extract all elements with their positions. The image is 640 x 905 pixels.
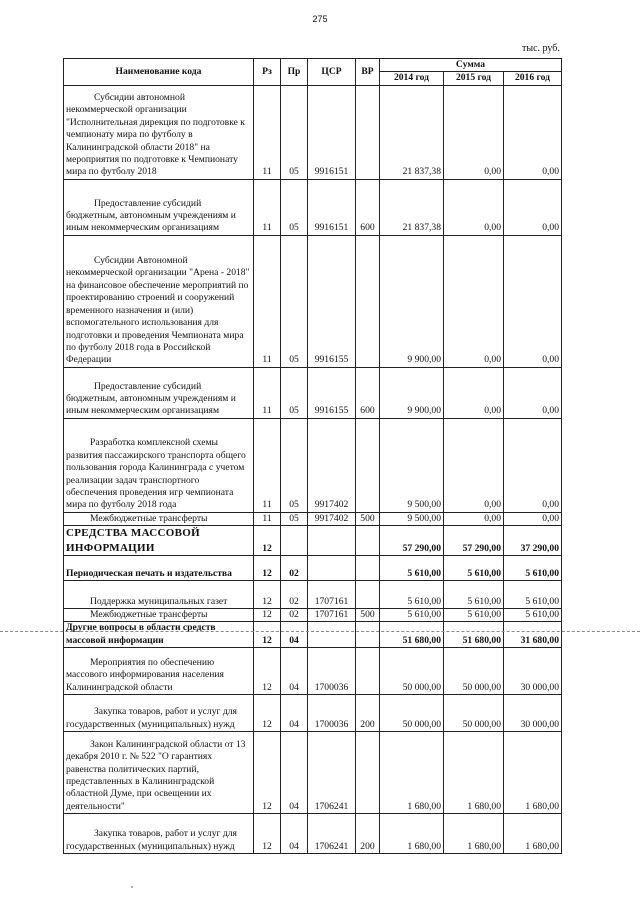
- row-csr: 9917402: [308, 512, 356, 525]
- row-2016: 30 000,00: [504, 695, 562, 732]
- row-2015: 0,00: [444, 179, 504, 235]
- row-2015: 0,00: [444, 367, 504, 418]
- units-label: тыс. руб.: [522, 43, 560, 54]
- row-name: Периодическая печать и издательства: [64, 556, 254, 581]
- row-2015: 0,00: [444, 85, 504, 179]
- row-csr: 9916151: [308, 179, 356, 235]
- row-name: Мероприятия по обеспечению массового информирования населения Калининградской области: [64, 648, 254, 695]
- row-pr: 05: [281, 179, 308, 235]
- table-row: [64, 609, 562, 622]
- row-2016: 0,00: [504, 235, 562, 367]
- row-2016: 1 680,00: [504, 732, 562, 814]
- header-year-2014: 2014 год: [380, 72, 444, 85]
- row-2014: 21 837,38: [380, 85, 444, 179]
- row-vr: 500: [356, 609, 380, 622]
- header-vr: ВР: [356, 59, 380, 86]
- row-2016: 37 290,00: [504, 526, 562, 556]
- row-vr: [356, 581, 380, 609]
- row-csr: [308, 526, 356, 556]
- row-name: Предоставление субсидий бюджетным, автономным учреждениям и иным некоммерческим организациям: [64, 367, 254, 418]
- row-rz: 11: [254, 235, 281, 367]
- row-pr: 02: [281, 556, 308, 581]
- row-rz: 12: [254, 732, 281, 814]
- row-2014: 21 837,38: [380, 179, 444, 235]
- row-vr: [356, 235, 380, 367]
- row-2015: 1 680,00: [444, 814, 504, 854]
- budget-table: [63, 58, 562, 854]
- scan-speck: [131, 886, 133, 888]
- row-csr: 9917402: [308, 418, 356, 512]
- row-csr: 1707161: [308, 609, 356, 622]
- row-rz: 12: [254, 581, 281, 609]
- row-vr: [356, 648, 380, 695]
- row-2014: 57 290,00: [380, 526, 444, 556]
- row-rz: 12: [254, 695, 281, 732]
- row-2014: 9 900,00: [380, 235, 444, 367]
- header-rz: Рз: [254, 59, 281, 86]
- row-2016: 0,00: [504, 512, 562, 525]
- table-row: [64, 732, 562, 814]
- row-name: Субсидии Автономной некоммерческой организации "Арена - 2018" на финансовое обеспечение мероприятий по проектированию строений и сооружений временного назначения и (или) вспомогательного использования для подготовки и проведения Чемпионата мира по футболу 2018 года в Российской Федерации: [64, 235, 254, 367]
- row-rz: 11: [254, 179, 281, 235]
- row-rz: 12: [254, 648, 281, 695]
- row-rz: 11: [254, 418, 281, 512]
- row-name: Межбюджетные трансферты: [64, 609, 254, 622]
- row-2016: 0,00: [504, 418, 562, 512]
- row-2015: 50 000,00: [444, 648, 504, 695]
- table-row: [64, 512, 562, 525]
- row-2014: 5 610,00: [380, 609, 444, 622]
- table-row: [64, 648, 562, 695]
- row-vr: [356, 622, 380, 648]
- row-pr: 05: [281, 512, 308, 525]
- row-vr: 600: [356, 367, 380, 418]
- row-2014: 50 000,00: [380, 648, 444, 695]
- row-vr: [356, 732, 380, 814]
- table-row: [64, 367, 562, 418]
- header-name: Наименование кода: [64, 59, 254, 86]
- row-2014: 5 610,00: [380, 556, 444, 581]
- row-vr: 500: [356, 512, 380, 525]
- row-pr: 05: [281, 367, 308, 418]
- table-row: [64, 556, 562, 581]
- row-2016: 5 610,00: [504, 556, 562, 581]
- row-vr: [356, 526, 380, 556]
- row-2015: 5 610,00: [444, 556, 504, 581]
- row-csr: 1700036: [308, 648, 356, 695]
- row-2014: 9 900,00: [380, 367, 444, 418]
- row-2016: 0,00: [504, 85, 562, 179]
- table-row: [64, 179, 562, 235]
- row-name: Межбюджетные трансферты: [64, 512, 254, 525]
- row-2015: 57 290,00: [444, 526, 504, 556]
- row-name: Поддержка муниципальных газет: [64, 581, 254, 609]
- row-name: Субсидии автономной некоммерческой организации "Исполнительная дирекция по подготовке к чемпионату мира по футболу в Калининградской области 2018" на мероприятия по подготовке к Чемпионату мира по футболу 2018: [64, 85, 254, 179]
- row-2015: 0,00: [444, 418, 504, 512]
- row-csr: 1707161: [308, 581, 356, 609]
- row-2014: 51 680,00: [380, 622, 444, 648]
- row-csr: [308, 622, 356, 648]
- row-rz: 11: [254, 512, 281, 525]
- row-2015: 1 680,00: [444, 732, 504, 814]
- table-row: [64, 695, 562, 732]
- row-2014: 5 610,00: [380, 581, 444, 609]
- table-row: [64, 235, 562, 367]
- table-row: [64, 85, 562, 179]
- row-2016: 0,00: [504, 367, 562, 418]
- row-2016: 30 000,00: [504, 648, 562, 695]
- row-pr: 05: [281, 418, 308, 512]
- row-2015: 50 000,00: [444, 695, 504, 732]
- row-rz: 12: [254, 609, 281, 622]
- row-2015: 0,00: [444, 512, 504, 525]
- row-csr: 9916155: [308, 367, 356, 418]
- row-2014: 1 680,00: [380, 814, 444, 854]
- row-vr: 600: [356, 179, 380, 235]
- row-2016: 1 680,00: [504, 814, 562, 854]
- row-csr: 1706241: [308, 814, 356, 854]
- table-row: [64, 526, 562, 556]
- row-name: Разработка комплексной схемы развития пассажирского транспорта общего пользования города Калининграда с учетом реализации задач транспортного обеспечения проведения игр чемпионата мира по футболу 2018 года: [64, 418, 254, 512]
- row-csr: 1700036: [308, 695, 356, 732]
- row-rz: 12: [254, 622, 281, 648]
- row-2016: 5 610,00: [504, 581, 562, 609]
- row-pr: 05: [281, 85, 308, 179]
- row-vr: [356, 556, 380, 581]
- row-pr: 04: [281, 695, 308, 732]
- row-vr: 200: [356, 814, 380, 854]
- row-pr: 04: [281, 622, 308, 648]
- table-row: [64, 622, 562, 648]
- row-2014: 50 000,00: [380, 695, 444, 732]
- row-pr: 04: [281, 648, 308, 695]
- row-pr: 05: [281, 235, 308, 367]
- page-number: 275: [312, 14, 328, 24]
- row-2015: 5 610,00: [444, 581, 504, 609]
- row-rz: 12: [254, 814, 281, 854]
- row-name: Предоставление субсидий бюджетным, автономным учреждениям и иным некоммерческим организациям: [64, 179, 254, 235]
- row-rz: 11: [254, 367, 281, 418]
- header-pr: Пр: [281, 59, 308, 86]
- header-csr: ЦСР: [308, 59, 356, 86]
- table-row: [64, 418, 562, 512]
- row-csr: 9916155: [308, 235, 356, 367]
- row-2015: 0,00: [444, 235, 504, 367]
- header-year-2015: 2015 год: [444, 72, 504, 85]
- row-2016: 5 610,00: [504, 609, 562, 622]
- row-name: Закон Калининградской области от 13 декабря 2010 г. № 522 "О гарантиях равенства политических партий, представленных в Калининградской областной Думе, при освещении их деятельности": [64, 732, 254, 814]
- header-year-2016: 2016 год: [504, 72, 562, 85]
- row-csr: 9916151: [308, 85, 356, 179]
- row-name: Закупка товаров, работ и услуг для государственных (муниципальных) нужд: [64, 814, 254, 854]
- row-2016: 31 680,00: [504, 622, 562, 648]
- row-2014: 9 500,00: [380, 512, 444, 525]
- row-vr: [356, 85, 380, 179]
- table-row: [64, 581, 562, 609]
- row-pr: 02: [281, 581, 308, 609]
- table-row: [64, 814, 562, 854]
- header-sum: Сумма: [380, 59, 562, 72]
- row-vr: 200: [356, 695, 380, 732]
- row-pr: 04: [281, 814, 308, 854]
- row-2014: 9 500,00: [380, 418, 444, 512]
- row-rz: 12: [254, 556, 281, 581]
- row-2015: 51 680,00: [444, 622, 504, 648]
- scan-fold-line: [0, 631, 640, 632]
- row-name: Другие вопросы в области средств массовой информации: [64, 622, 254, 648]
- row-pr: 02: [281, 609, 308, 622]
- row-csr: 1706241: [308, 732, 356, 814]
- row-pr: [281, 526, 308, 556]
- row-2014: 1 680,00: [380, 732, 444, 814]
- row-rz: 12: [254, 526, 281, 556]
- row-vr: [356, 418, 380, 512]
- row-2015: 5 610,00: [444, 609, 504, 622]
- row-csr: [308, 556, 356, 581]
- row-name: Закупка товаров, работ и услуг для государственных (муниципальных) нужд: [64, 695, 254, 732]
- row-2016: 0,00: [504, 179, 562, 235]
- row-pr: 04: [281, 732, 308, 814]
- row-rz: 11: [254, 85, 281, 179]
- row-name: СРЕДСТВА МАССОВОЙ ИНФОРМАЦИИ: [64, 526, 254, 556]
